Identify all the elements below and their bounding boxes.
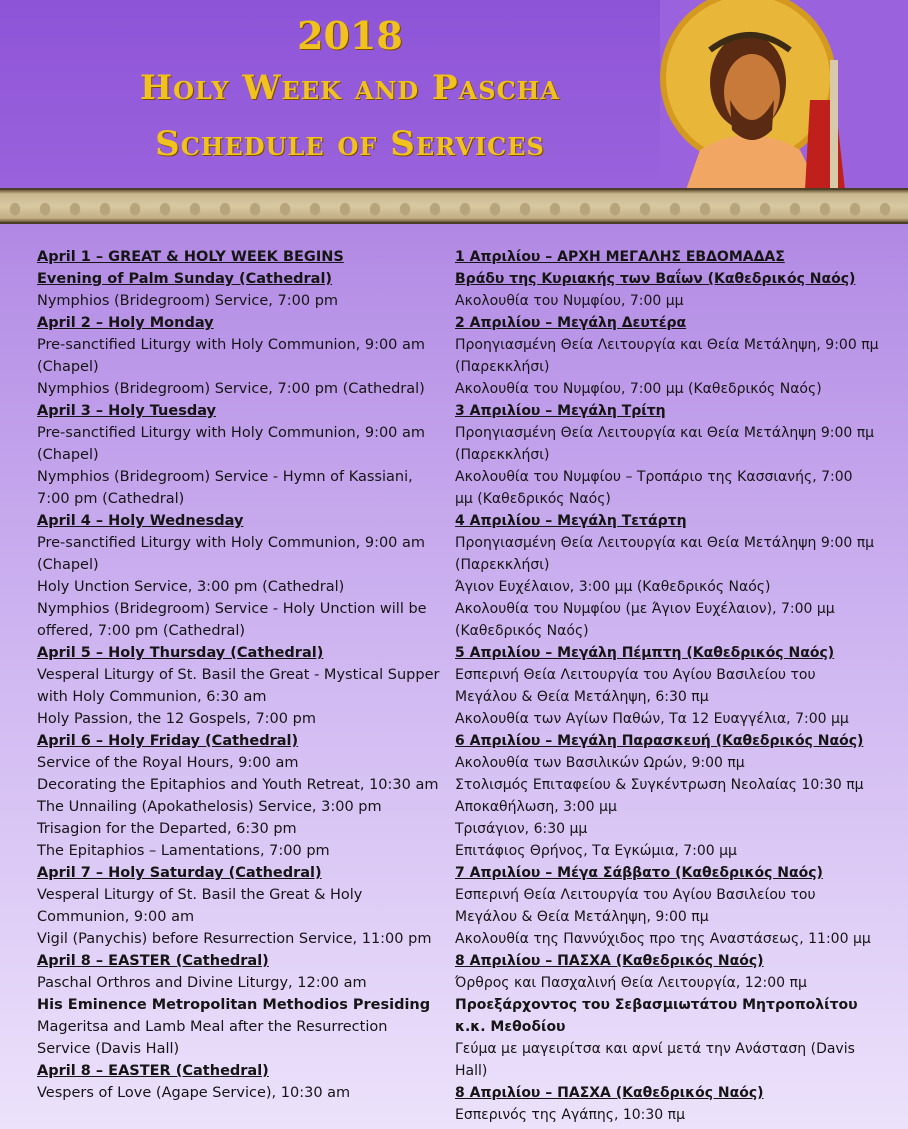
greek-service-line: Ακολουθία των Βασιλικών Ωρών, 9:00 πμ	[455, 755, 745, 771]
greek-service-line: Προηγιασμένη Θεία Λειτουργία και Θεία Μετάληψη, 9:00 πμ	[455, 337, 879, 353]
ornamental-border	[0, 188, 908, 224]
greek-service-line: (Παρεκκλήσι)	[455, 557, 550, 573]
greek-day-heading: 6 Απριλίου – Μεγάλη Παρασκευή (Καθεδρικός Ναός)	[455, 733, 864, 749]
greek-service-line: Εσπερινός της Αγάπης, 10:30 πμ	[455, 1107, 686, 1123]
english-service-line: Holy Passion, the 12 Gospels, 7:00 pm	[37, 711, 316, 727]
english-service-line: Pre-sanctified Liturgy with Holy Communion, 9:00 am	[37, 337, 426, 353]
english-service-line: The Epitaphios – Lamentations, 7:00 pm	[37, 843, 330, 859]
greek-day-heading: 1 Απριλίου – ΑΡΧΗ ΜΕΓΑΛΗΣ ΕΒΔΟΜΑΔΑΣ	[455, 249, 785, 265]
english-service-line: Vespers of Love (Agape Service), 10:30 am	[37, 1085, 351, 1101]
english-service-line: Nymphios (Bridegroom) Service - Holy Unction will be	[37, 601, 427, 617]
greek-service-line: (Παρεκκλήσι)	[455, 359, 550, 375]
greek-day-heading: 8 Απριλίου – ΠΑΣΧΑ (Καθεδρικός Ναός)	[455, 1085, 764, 1101]
english-service-line: Nymphios (Bridegroom) Service, 7:00 pm	[37, 293, 339, 309]
title-line-1: Holy Week and Pascha	[140, 68, 560, 108]
english-day-heading: April 8 – EASTER (Cathedral)	[37, 1063, 269, 1079]
english-day-heading: April 2 – Holy Monday	[37, 315, 214, 331]
greek-service-line: Hall)	[455, 1063, 488, 1079]
english-service-line: Decorating the Epitaphios and Youth Retreat, 10:30 am	[37, 777, 439, 793]
english-service-line: (Chapel)	[37, 359, 99, 375]
header-banner	[0, 0, 908, 190]
greek-day-heading: Βράδυ της Κυριακής των Βαΐων (Καθεδρικός Ναός)	[455, 271, 856, 287]
english-service-line: Service (Davis Hall)	[37, 1041, 180, 1057]
greek-service-line: Ακολουθία του Νυμφίου (με Άγιον Ευχέλαιον), 7:00 μμ	[455, 601, 835, 617]
greek-service-line: Τρισάγιον, 6:30 μμ	[455, 821, 588, 837]
greek-service-line: Επιτάφιος Θρήνος, Τα Εγκώμια, 7:00 μμ	[455, 843, 737, 859]
english-service-line: Service of the Royal Hours, 9:00 am	[37, 755, 299, 771]
english-service-line: Pre-sanctified Liturgy with Holy Communion, 9:00 am	[37, 535, 426, 551]
greek-service-line: Προηγιασμένη Θεία Λειτουργία και Θεία Μετάληψη 9:00 πμ	[455, 425, 875, 441]
title-line-2: Schedule of Services	[155, 124, 545, 164]
title-block	[120, 12, 580, 172]
english-service-line: Nymphios (Bridegroom) Service, 7:00 pm (Cathedral)	[37, 381, 425, 397]
greek-service-line: Ακολουθία του Νυμφίου, 7:00 μμ	[455, 293, 684, 309]
greek-schedule	[455, 246, 879, 1126]
greek-day-heading: 3 Απριλίου – Μεγάλη Τρίτη	[455, 403, 666, 419]
english-service-line: Mageritsa and Lamb Meal after the Resurrection	[37, 1019, 388, 1035]
english-service-line: (Chapel)	[37, 557, 99, 573]
greek-service-line: Μεγάλου & Θεία Μετάληψη, 9:00 πμ	[455, 909, 709, 925]
english-day-heading: Evening of Palm Sunday (Cathedral)	[37, 271, 333, 287]
greek-service-line: Εσπερινή Θεία Λειτουργία του Αγίου Βασιλείου του	[455, 887, 816, 903]
greek-service-line: (Παρεκκλήσι)	[455, 447, 550, 463]
english-day-heading: April 1 – GREAT & HOLY WEEK BEGINS	[37, 249, 344, 265]
greek-service-line: Προεξάρχοντος του Σεβασμιωτάτου Μητροπολίτου	[455, 997, 858, 1013]
christ-icon	[660, 0, 908, 190]
english-service-line: (Chapel)	[37, 447, 99, 463]
title-year: 2018	[297, 13, 403, 58]
english-service-line: with Holy Communion, 6:30 am	[37, 689, 267, 705]
english-service-line: Communion, 9:00 am	[37, 909, 195, 925]
english-service-line: 7:00 pm (Cathedral)	[37, 491, 185, 507]
english-day-heading: April 3 – Holy Tuesday	[37, 403, 216, 419]
greek-service-line: Στολισμός Επιταφείου & Συγκέντρωση Νεολαίας 10:30 πμ	[455, 777, 864, 793]
greek-day-heading: 2 Απριλίου – Μεγάλη Δευτέρα	[455, 315, 687, 331]
english-day-heading: April 7 – Holy Saturday (Cathedral)	[37, 865, 322, 881]
greek-day-heading: 8 Απριλίου – ΠΑΣΧΑ (Καθεδρικός Ναός)	[455, 953, 764, 969]
greek-day-heading: 5 Απριλίου – Μεγάλη Πέμπτη (Καθεδρικός Ναός)	[455, 645, 835, 661]
greek-service-line: Αποκαθήλωση, 3:00 μμ	[455, 799, 617, 815]
greek-service-line: Άγιον Ευχέλαιον, 3:00 μμ (Καθεδρικός Ναός)	[455, 579, 771, 595]
english-service-line: Pre-sanctified Liturgy with Holy Communion, 9:00 am	[37, 425, 426, 441]
greek-day-heading: 7 Απριλίου – Μέγα Σάββατο (Καθεδρικός Ναός)	[455, 865, 823, 881]
english-service-line: The Unnailing (Apokathelosis) Service, 3:00 pm	[37, 799, 382, 815]
english-service-line: Nymphios (Bridegroom) Service - Hymn of Kassiani,	[37, 469, 413, 485]
greek-service-line: κ.κ. Μεθοδίου	[455, 1019, 566, 1035]
greek-service-line: Ακολουθία της Παννύχιδος προ της Αναστάσεως, 11:00 μμ	[455, 931, 871, 947]
greek-service-line: Προηγιασμένη Θεία Λειτουργία και Θεία Μετάληψη 9:00 πμ	[455, 535, 875, 551]
english-service-line: offered, 7:00 pm (Cathedral)	[37, 623, 246, 639]
greek-service-line: μμ (Καθεδρικός Ναός)	[455, 491, 611, 507]
greek-day-heading: 4 Απριλίου – Μεγάλη Τετάρτη	[455, 513, 687, 529]
english-service-line: Vesperal Liturgy of St. Basil the Great - Mystical Supper	[37, 667, 440, 683]
greek-service-line: Ακολουθία του Νυμφίου, 7:00 μμ (Καθεδρικός Ναός)	[455, 381, 822, 397]
english-day-heading: April 5 – Holy Thursday (Cathedral)	[37, 645, 324, 661]
english-service-line: Paschal Orthros and Divine Liturgy, 12:00 am	[37, 975, 367, 991]
english-service-line: Vigil (Panychis) before Resurrection Service, 11:00 pm	[37, 931, 432, 947]
greek-service-line: Μεγάλου & Θεία Μετάληψη, 6:30 πμ	[455, 689, 709, 705]
english-day-heading: April 4 – Holy Wednesday	[37, 513, 244, 529]
english-service-line: Vesperal Liturgy of St. Basil the Great & Holy	[37, 887, 363, 903]
greek-service-line: Ακολουθία του Νυμφίου – Τροπάριο της Κασσιανής, 7:00	[455, 469, 853, 485]
greek-service-line: Όρθρος και Πασχαλινή Θεία Λειτουργία, 12:00 πμ	[455, 975, 807, 991]
english-service-line: His Eminence Metropolitan Methodios Presiding	[37, 997, 431, 1013]
english-day-heading: April 6 – Holy Friday (Cathedral)	[37, 733, 299, 749]
greek-service-line: Εσπερινή Θεία Λειτουργία του Αγίου Βασιλείου του	[455, 667, 816, 683]
english-schedule	[37, 246, 445, 1104]
greek-service-line: Γεύμα με μαγειρίτσα και αρνί μετά την Ανάσταση (Davis	[455, 1041, 855, 1057]
english-service-line: Trisagion for the Departed, 6:30 pm	[37, 821, 297, 837]
greek-service-line: (Καθεδρικός Ναός)	[455, 623, 589, 639]
greek-service-line: Ακολουθία των Αγίων Παθών, Τα 12 Ευαγγέλια, 7:00 μμ	[455, 711, 849, 727]
english-day-heading: April 8 – EASTER (Cathedral)	[37, 953, 269, 969]
english-service-line: Holy Unction Service, 3:00 pm (Cathedral)	[37, 579, 345, 595]
